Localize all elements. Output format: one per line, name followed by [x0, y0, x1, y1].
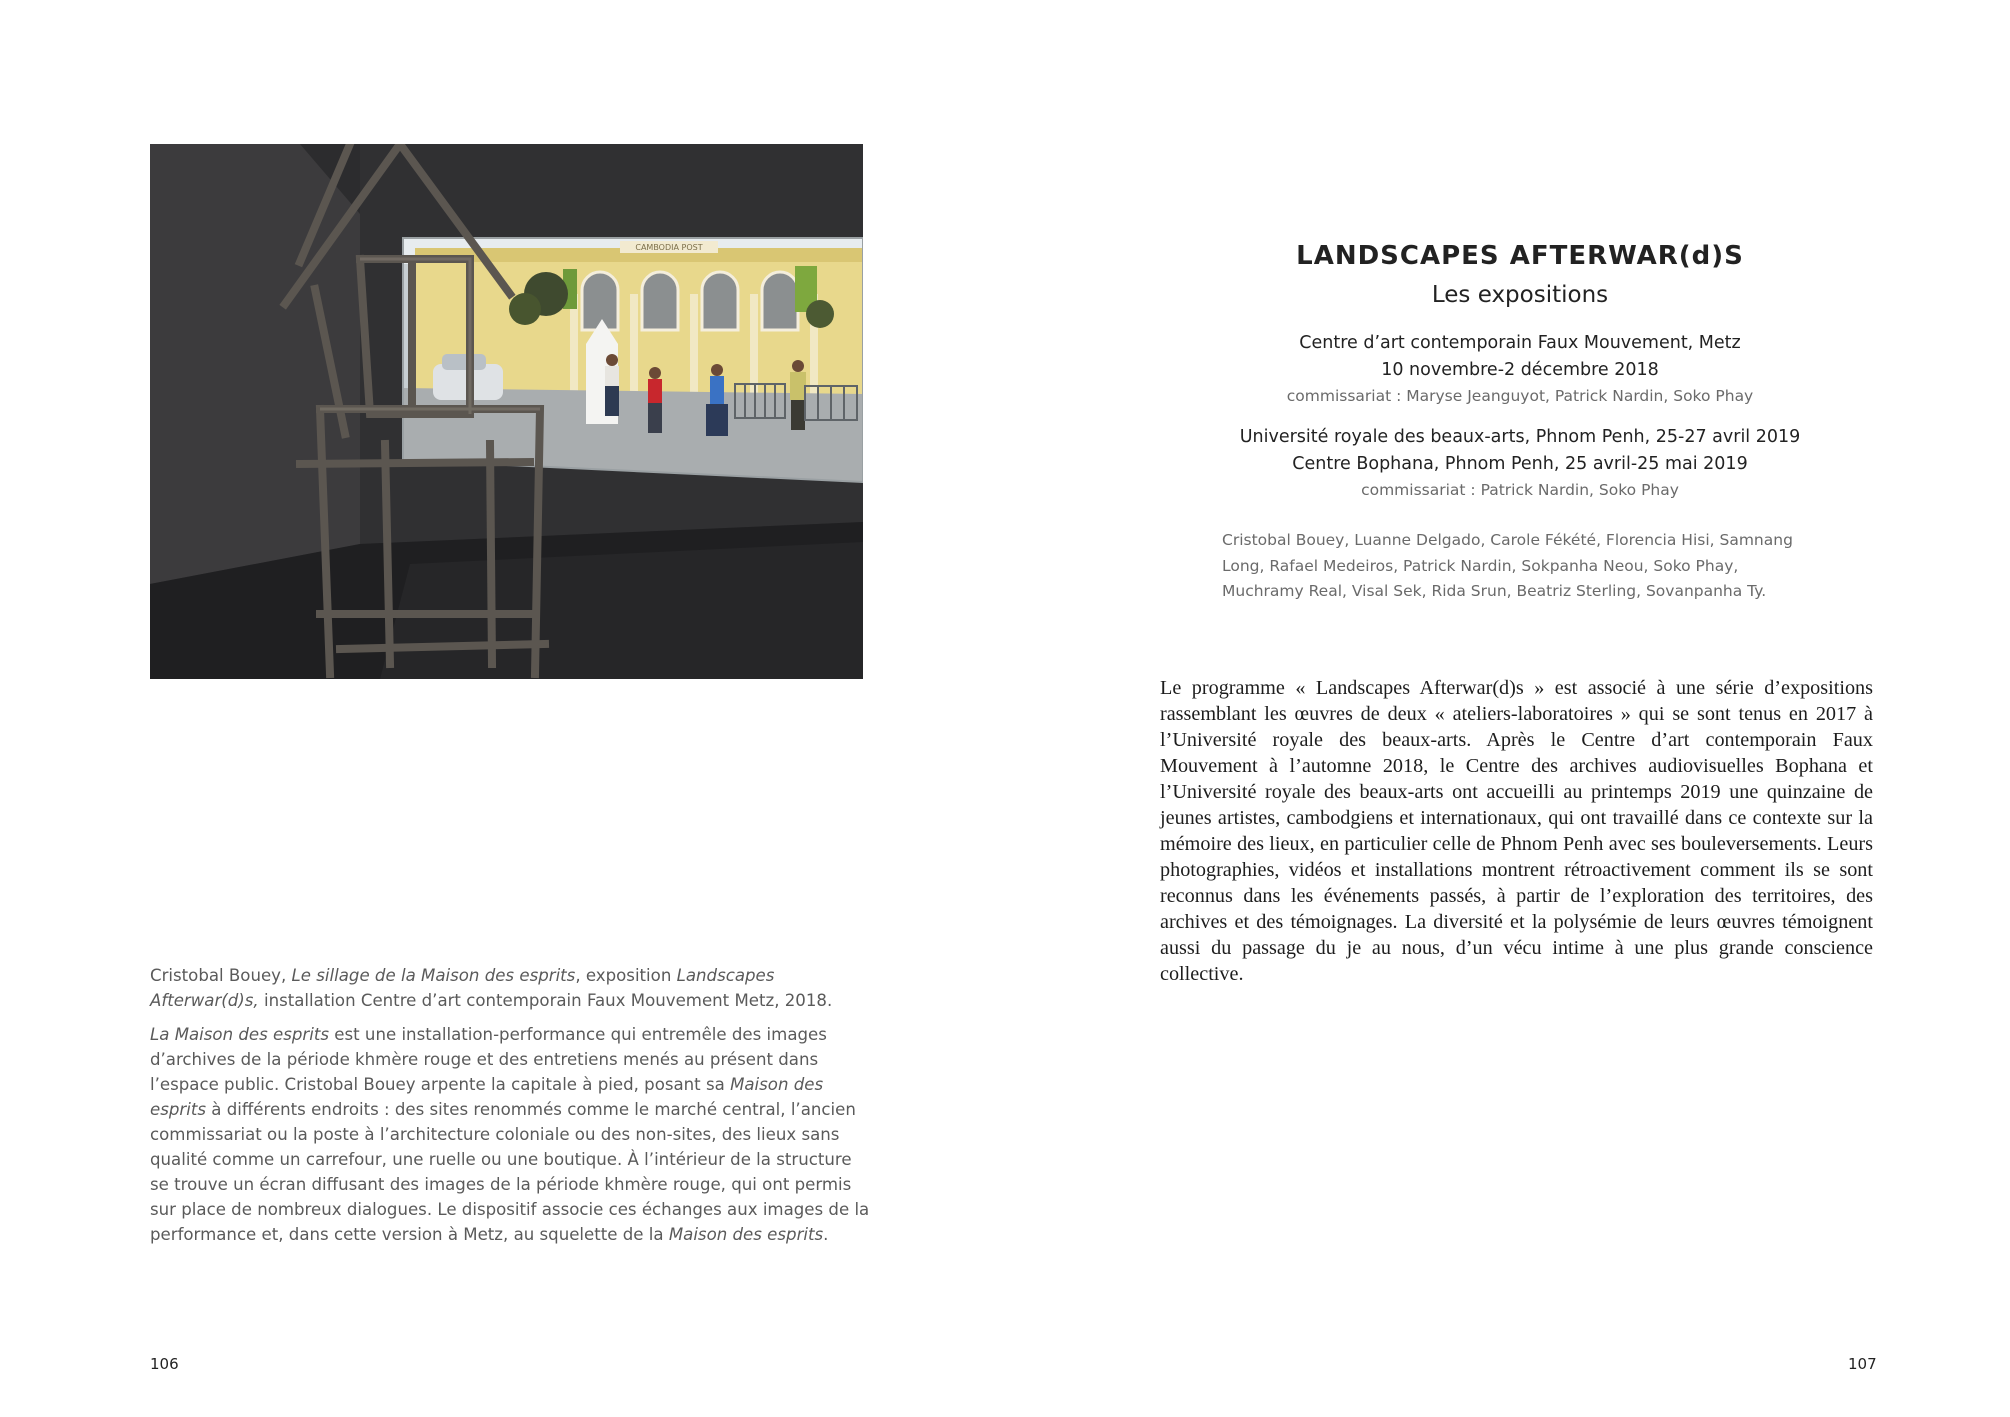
caption-exhibition-label: , exposition — [575, 966, 677, 985]
exhibition-header — [1215, 238, 1825, 502]
caption-venue: installation Centre d’art contemporain Faux Mouvement Metz, 2018. — [258, 991, 833, 1010]
caption-exhibition-title: Landscapes Afterwar(d)s, — [150, 966, 775, 1010]
venue-curators: commissariat : Maryse Jeanguyot, Patrick Nardin, Soko Phay — [1286, 387, 1754, 405]
venue-group-phnom-penh — [1215, 424, 1825, 502]
venue-group-metz — [1215, 330, 1825, 408]
venue-line: Centre Bophana, Phnom Penh, 25 avril-25 mai 2019 — [1292, 454, 1748, 474]
caption-work-title: Le sillage de la Maison des esprits — [291, 966, 576, 985]
artist-list: Cristobal Bouey, Luanne Delgado, Carole Fékété, Florencia Hisi, Samnang Long, Rafael Medeiros, Patrick Nardin, Sokpanha Neou, Soko Phay, Muchramy Real, Visal Sek, Rida Srun, Beatriz Sterling, Sovanpanha Ty. — [1222, 531, 1793, 600]
photo-caption-description — [150, 1022, 870, 1247]
building-sign-text: CAMBODIA POST — [635, 243, 703, 252]
venue-curators: commissariat : Patrick Nardin, Soko Phay — [1361, 481, 1679, 499]
page-title: LANDSCAPES AFTERWAR(d)S — [1296, 241, 1744, 271]
venue-line: Centre d’art contemporain Faux Mouvement, Metz — [1299, 333, 1741, 353]
venue-line: Université royale des beaux-arts, Phnom Penh, 25-27 avril 2019 — [1239, 427, 1801, 447]
caption-desc-part: Maison des esprits — [150, 1075, 824, 1119]
venue-dates: 10 novembre-2 décembre 2018 — [1381, 360, 1659, 380]
page-number-right: 107 — [1848, 1355, 1877, 1373]
caption-desc-part: est une installation-performance qui entremêle des images d’archives de la période khmère rouge et des entretiens menés au présent dans l’espace public. Cristobal Bouey arpente la capitale à pied, posant sa — [150, 1025, 827, 1094]
page-subtitle: Les expositions — [1431, 282, 1609, 308]
caption-desc-part: La Maison des esprits — [150, 1025, 330, 1044]
page-number-left: 106 — [150, 1355, 179, 1373]
body-paragraph: Le programme « Landscapes Afterwar(d)s » est associé à une série d’expositions rassemblant les œuvres de deux « ateliers-laboratoires » qui se sont tenus en 2017 à l’Université royale des beaux-arts. Après le Centre d’art contemporain Faux Mouvement à l’automne 2018, le Centre des archives audiovisuelles Bophana et l’Université royale des beaux-arts ont accueilli au printemps 2019 une quinzaine de jeunes artistes, cambodgiens et internationaux, qui ont travaillé dans ce contexte sur la mémoire des lieux, en particulier celle de Phnom Penh avec ses bouleversements. Leurs photographies, vidéos et installations montrent rétroactivement comment ils se sont reconnus dans les événements passés, à partir de l’exploration des territoires, des archives et des témoignages. La diversité et la polysémie de leurs œuvres témoignent aussi du passage du je au nous, d’un vécu intime à une plus grande conscience collective. — [1160, 677, 1873, 985]
installation-photo — [150, 144, 863, 679]
caption-artist: Cristobal Bouey, — [150, 966, 292, 985]
caption-desc-part: Maison des esprits — [668, 1225, 824, 1244]
caption-desc-part: . — [823, 1225, 829, 1244]
caption-desc-part: à différents endroits : des sites renommés comme le marché central, l’ancien commissariat ou la poste à l’architecture coloniale ou des non-sites, des lieux sans qualité comme un carrefour, une ruelle ou une boutique. À l’intérieur de la structure se trouve un écran diffusant des images de la période khmère rouge, qui ont permis sur place de nombreux dialogues. Le dispositif associe ces échanges aux images de la performance et, dans cette version à Metz, au squelette de la — [150, 1100, 870, 1244]
photo-caption-credit — [150, 963, 870, 1013]
